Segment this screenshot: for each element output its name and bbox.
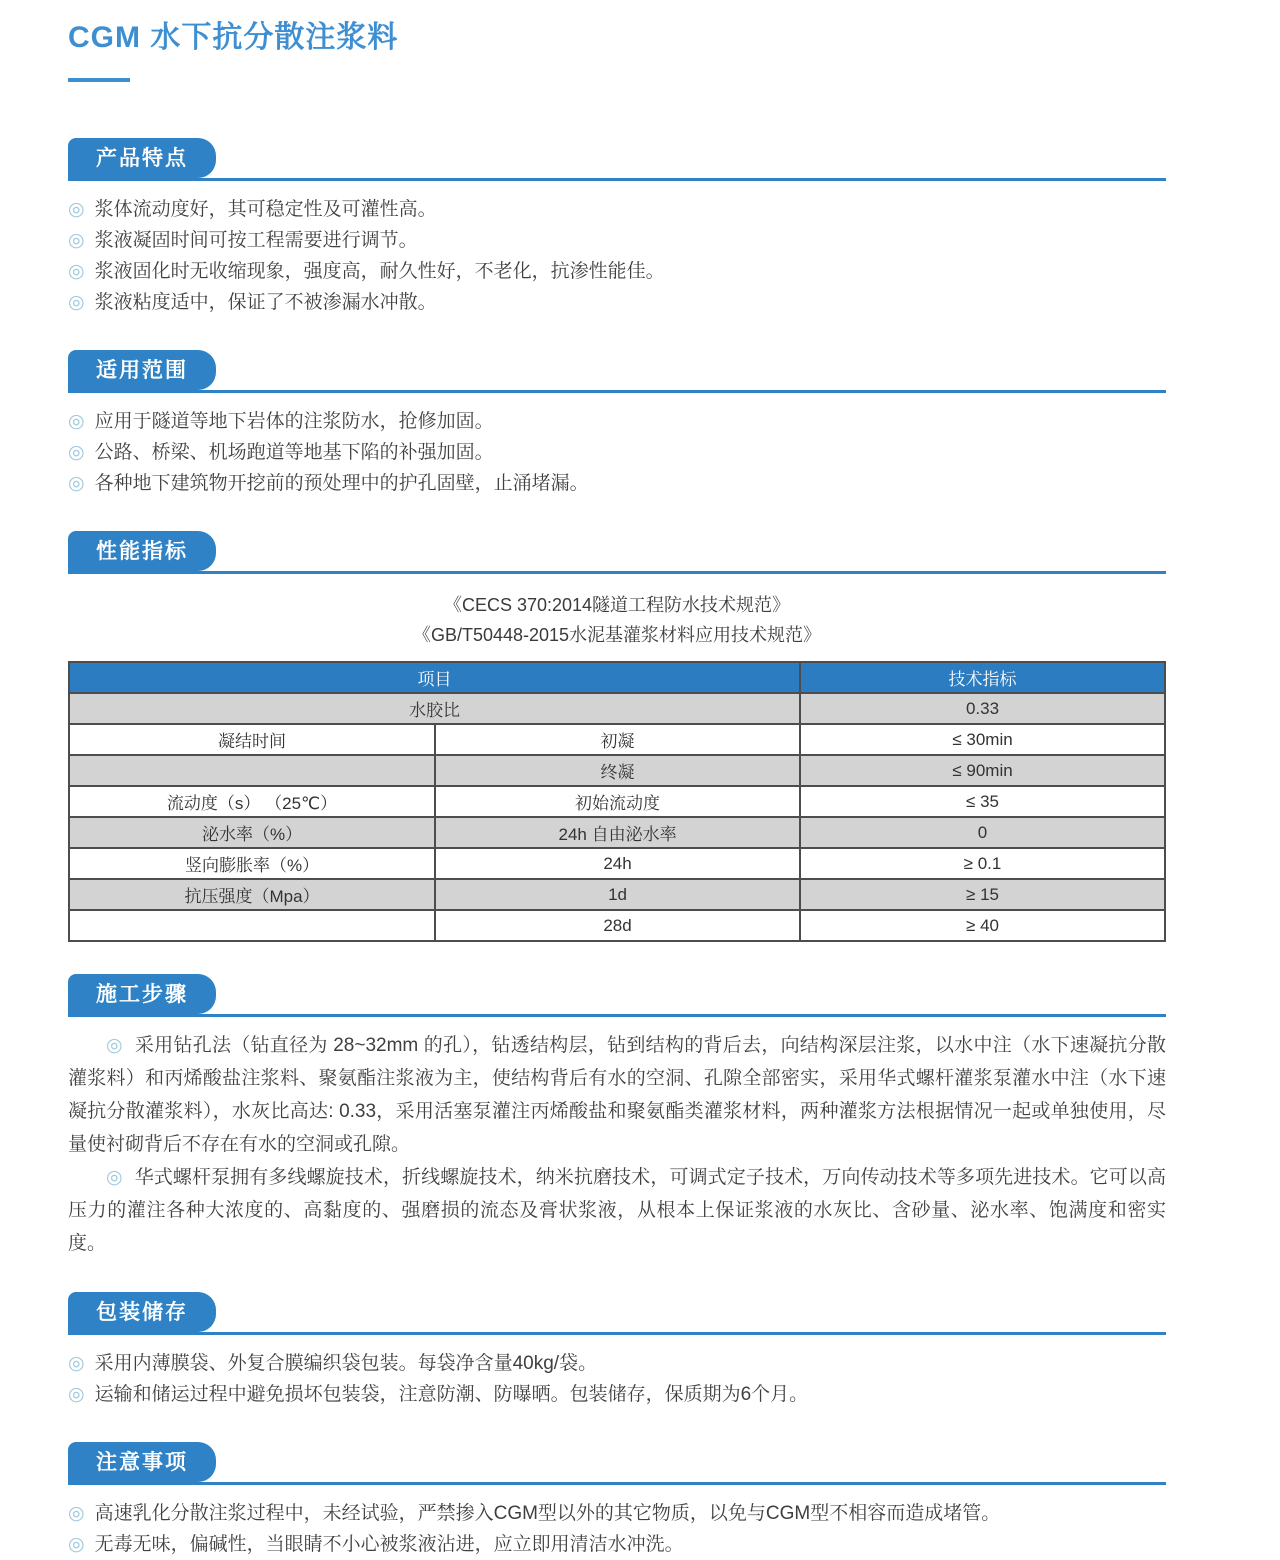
bullet-icon: ◎ xyxy=(68,442,85,463)
table-cell: ≤ 90min xyxy=(800,755,1165,786)
table-cell: ≥ 0.1 xyxy=(800,848,1165,879)
section-header xyxy=(68,974,1166,1017)
bullet-icon: ◎ xyxy=(68,1534,85,1555)
features-list xyxy=(68,194,1166,318)
standard-references xyxy=(68,590,1166,650)
table-row xyxy=(69,910,1165,941)
list-item-text: 浆体流动度好，其可稳定性及可灌性高。 xyxy=(94,199,437,220)
list-item xyxy=(68,1379,1166,1410)
table-row xyxy=(69,817,1165,848)
table-cell: ≤ 30min xyxy=(800,724,1165,755)
section-tab-construction: 施工步骤 xyxy=(68,974,216,1014)
section-features xyxy=(68,138,1166,318)
table-cell: 竖向膨胀率（%） xyxy=(69,848,435,879)
table-cell: ≥ 40 xyxy=(800,910,1165,941)
table-cell: 1d xyxy=(435,879,800,910)
table-cell: 24h 自由泌水率 xyxy=(435,817,800,848)
list-item xyxy=(68,287,1166,318)
table-cell: 终凝 xyxy=(435,755,800,786)
reference-line: 《GB/T50448-2015水泥基灌浆材料应用技术规范》 xyxy=(412,625,822,645)
list-item-text: 公路、桥梁、机场跑道等地基下陷的补强加固。 xyxy=(94,442,494,463)
bullet-icon: ◎ xyxy=(68,292,85,313)
list-item-text: 采用内薄膜袋、外复合膜编织袋包装。每袋净含量40kg/袋。 xyxy=(94,1353,598,1374)
list-item-text: 应用于隧道等地下岩体的注浆防水，抢修加固。 xyxy=(94,411,494,432)
paragraph-text: 采用钻孔法（钻直径为 28~32mm 的孔），钻透结构层，钻到结构的背后去，向结构深层注浆，以水中注（水下速凝抗分散灌浆料）和丙烯酸盐注浆料、聚氨酯注浆液为主，使结构背后有水的空洞、孔隙全部密实，采用华式螺杆灌浆泵灌水中注（水下速凝抗分散灌浆料），水灰比高达: 0.33，采用活塞泵灌注丙烯酸盐和聚氨酯类灌浆材料，两种灌浆方法根据情况一起或单独使用，尽量使衬砌背后不存在有水的空洞或孔隙。 xyxy=(68,1035,1166,1155)
list-item-text: 无毒无味，偏碱性，当眼睛不小心被浆液沾进，应立即用清洁水冲洗。 xyxy=(94,1534,684,1555)
table-cell: 28d xyxy=(435,910,800,941)
bullet-icon: ◎ xyxy=(68,199,85,220)
bullet-icon: ◎ xyxy=(106,1167,123,1188)
section-construction xyxy=(68,974,1166,1260)
document-page xyxy=(68,0,1166,1560)
table-header-row xyxy=(69,662,1165,693)
bullet-icon: ◎ xyxy=(68,1503,85,1524)
scope-list xyxy=(68,406,1166,499)
table-cell: 初始流动度 xyxy=(435,786,800,817)
table-cell xyxy=(69,910,435,941)
bullet-icon: ◎ xyxy=(68,1353,85,1374)
table-cell: 0.33 xyxy=(800,693,1165,724)
section-header xyxy=(68,1292,1166,1335)
table-header-indicator: 技术指标 xyxy=(800,662,1165,693)
title-underline xyxy=(68,78,130,82)
table-cell: 凝结时间 xyxy=(69,724,435,755)
page-title: CGM 水下抗分散注浆料 xyxy=(68,21,399,54)
list-item xyxy=(68,437,1166,468)
list-item-text: 浆液固化时无收缩现象，强度高，耐久性好，不老化，抗渗性能佳。 xyxy=(94,261,665,282)
bullet-icon: ◎ xyxy=(68,411,85,432)
list-item xyxy=(68,225,1166,256)
section-header xyxy=(68,531,1166,574)
table-cell: ≤ 35 xyxy=(800,786,1165,817)
performance-table xyxy=(68,661,1166,942)
list-item-text: 浆液粘度适中，保证了不被渗漏水冲散。 xyxy=(94,292,437,313)
table-row xyxy=(69,879,1165,910)
section-tab-packaging: 包装储存 xyxy=(68,1292,216,1332)
table-row xyxy=(69,724,1165,755)
list-item-text: 高速乳化分散注浆过程中，未经试验，严禁掺入CGM型以外的其它物质，以免与CGM型不相容而造成堵管。 xyxy=(94,1503,1001,1524)
section-tab-notes: 注意事项 xyxy=(68,1442,216,1482)
section-tab-features: 产品特点 xyxy=(68,138,216,178)
paragraph xyxy=(68,1161,1166,1260)
list-item xyxy=(68,406,1166,437)
paragraph xyxy=(68,1029,1166,1161)
section-performance xyxy=(68,531,1166,942)
table-cell xyxy=(69,755,435,786)
table-cell: 24h xyxy=(435,848,800,879)
list-item xyxy=(68,1348,1166,1379)
reference-line: 《CECS 370:2014隧道工程防水技术规范》 xyxy=(443,595,791,615)
table-cell: 泌水率（%） xyxy=(69,817,435,848)
table-cell: 流动度（s） （25℃） xyxy=(69,786,435,817)
list-item xyxy=(68,256,1166,287)
section-packaging xyxy=(68,1292,1166,1410)
bullet-icon: ◎ xyxy=(68,230,85,251)
bullet-icon: ◎ xyxy=(106,1035,123,1056)
list-item xyxy=(68,194,1166,225)
section-header xyxy=(68,138,1166,181)
table-cell: 0 xyxy=(800,817,1165,848)
bullet-icon: ◎ xyxy=(68,261,85,282)
list-item-text: 各种地下建筑物开挖前的预处理中的护孔固壁，止涌堵漏。 xyxy=(94,473,589,494)
table-row xyxy=(69,693,1165,724)
construction-paragraphs xyxy=(68,1029,1166,1260)
table-cell: 初凝 xyxy=(435,724,800,755)
table-header-item: 项目 xyxy=(69,662,800,693)
packaging-list xyxy=(68,1348,1166,1410)
notes-list xyxy=(68,1498,1166,1560)
bullet-icon: ◎ xyxy=(68,473,85,494)
list-item xyxy=(68,1529,1166,1560)
section-header xyxy=(68,1442,1166,1485)
table-row xyxy=(69,848,1165,879)
list-item xyxy=(68,1498,1166,1529)
table-row xyxy=(69,755,1165,786)
list-item-text: 浆液凝固时间可按工程需要进行调节。 xyxy=(94,230,418,251)
section-notes xyxy=(68,1442,1166,1560)
bullet-icon: ◎ xyxy=(68,1384,85,1405)
paragraph-text: 华式螺杆泵拥有多线螺旋技术，折线螺旋技术，纳米抗磨技术，可调式定子技术，万向传动技术等多项先进技术。它可以高压力的灌注各种大浓度的、高黏度的、强磨损的流态及膏状浆液，从根本上保证浆液的水灰比、含砂量、泌水率、饱满度和密实度。 xyxy=(68,1167,1166,1254)
section-scope xyxy=(68,350,1166,499)
table-row xyxy=(69,786,1165,817)
list-item-text: 运输和储运过程中避免损坏包装袋，注意防潮、防曝晒。包装储存，保质期为6个月。 xyxy=(94,1384,809,1405)
table-cell: 水胶比 xyxy=(69,693,800,724)
section-tab-performance: 性能指标 xyxy=(68,531,216,571)
section-tab-scope: 适用范围 xyxy=(68,350,216,390)
table-cell: 抗压强度（Mpa） xyxy=(69,879,435,910)
table-cell: ≥ 15 xyxy=(800,879,1165,910)
section-header xyxy=(68,350,1166,393)
list-item xyxy=(68,468,1166,499)
